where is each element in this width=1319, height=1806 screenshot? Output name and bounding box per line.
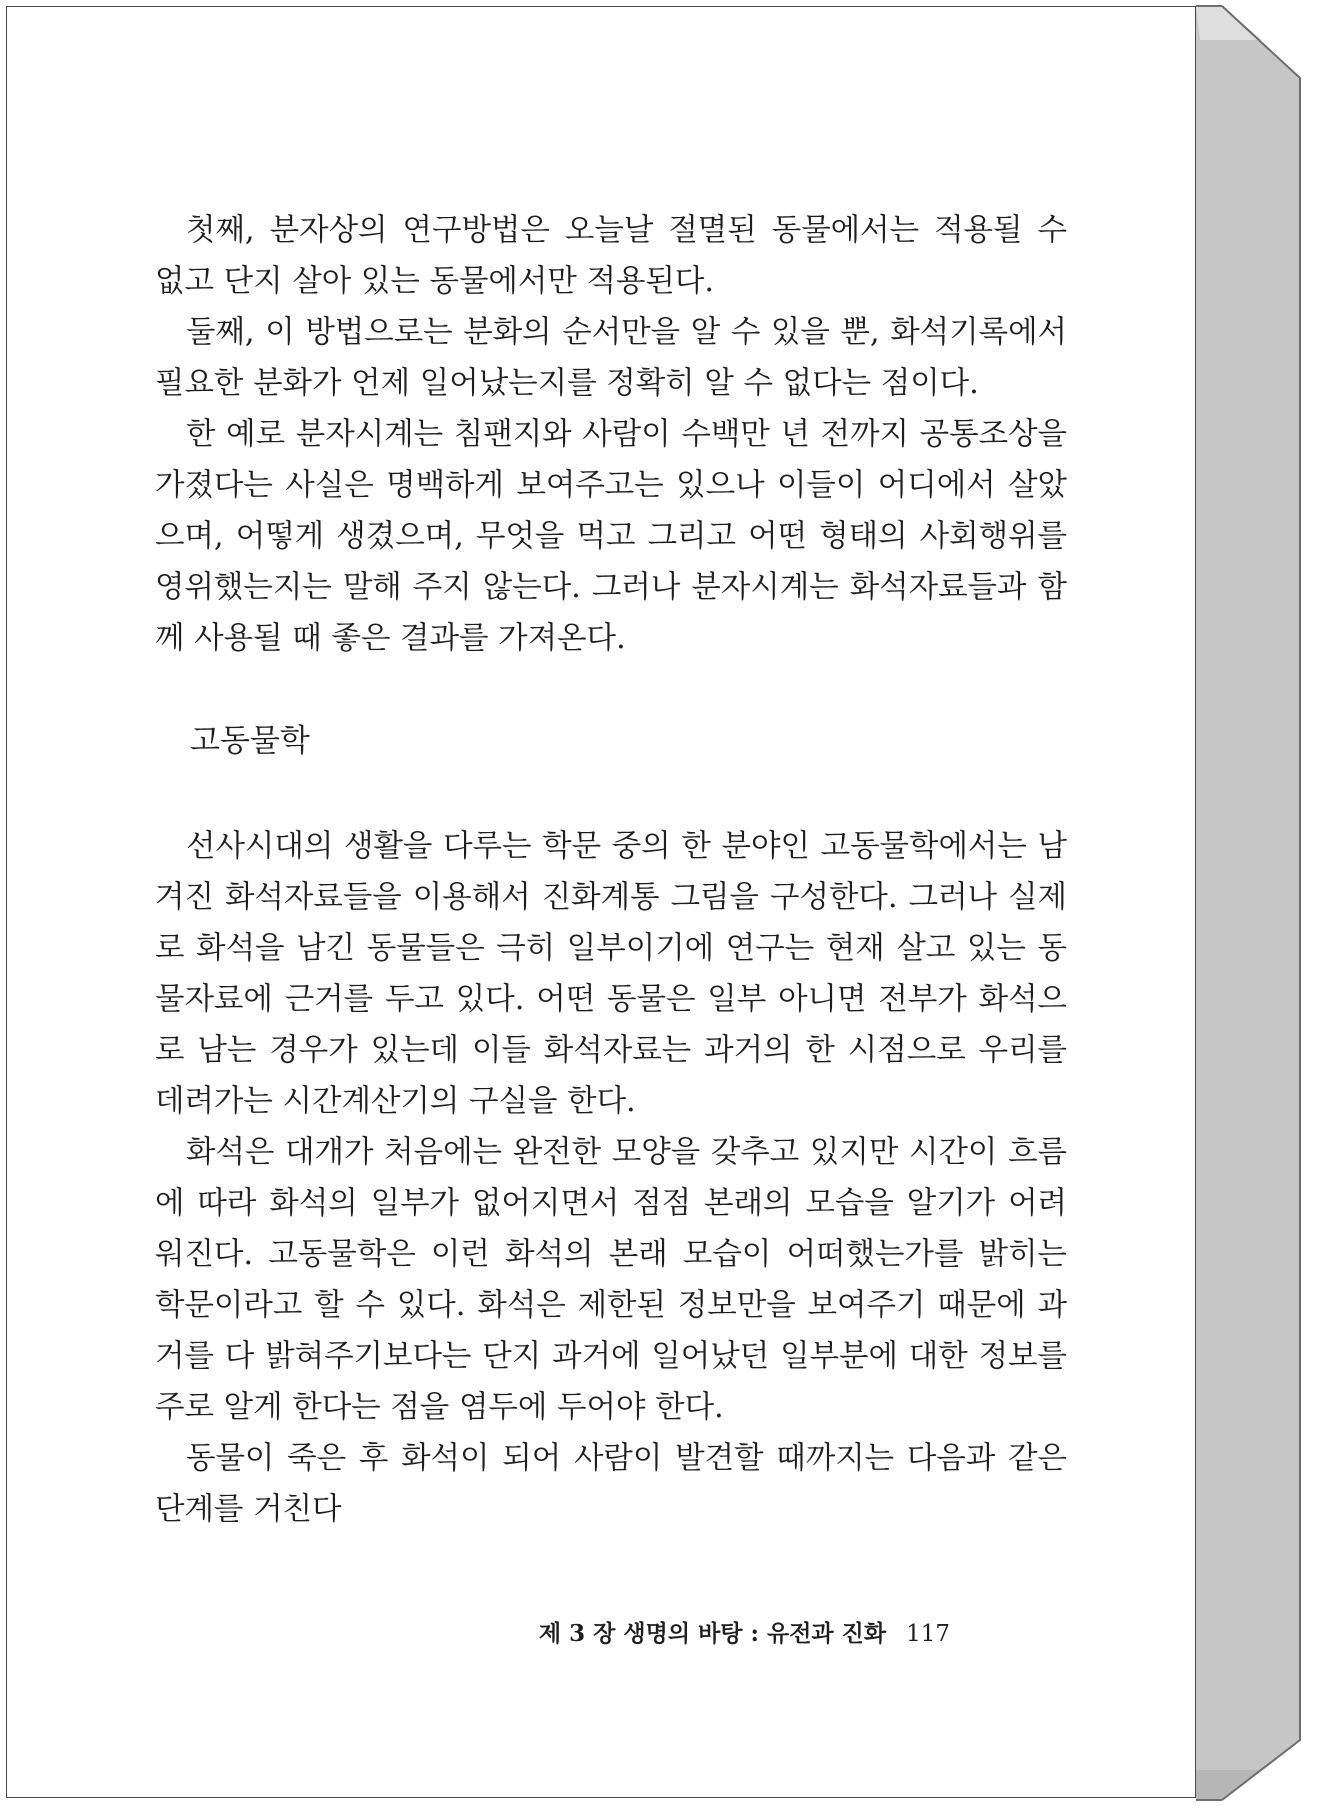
section-heading: 고동물학 — [190, 723, 310, 759]
paragraph: 첫째, 분자상의 연구방법은 오늘날 절멸된 동물에서는 적용될 수 없고 단지 살아 있는 동물에서만 적용된다. — [155, 213, 1067, 299]
book-page — [6, 6, 1196, 1798]
page-number: 117 — [906, 1621, 950, 1647]
running-footer-chapter: 제 3 장 생명의 바탕 : 유전과 진화 — [538, 1620, 887, 1647]
page-body — [155, 205, 1067, 1535]
paragraph: 한 예로 분자시계는 침팬지와 사람이 수백만 년 전까지 공통조상을 가졌다는 사실은 명백하게 보여주고는 있으나 이들이 어디에서 살았으며, 어떻게 생겼으며, 무엇을 먹고 그리고 어떤 형태의 사회행위를 영위했는지는 말해 주지 않는다. 그러나 분자시계는 화석자료들과 함께 사용될 때 좋은 결과를 가져온다. — [155, 417, 1067, 656]
paragraph: 선사시대의 생활을 다루는 학문 중의 한 분야인 고동물학에서는 남겨진 화석자료들을 이용해서 진화계통 그림을 구성한다. 그러나 실제로 화석을 남긴 동물들은 극히 일부이기에 연구는 현재 살고 있는 동물자료에 근거를 두고 있다. 어떤 동물은 일부 아니면 전부가 화석으로 남는 경우가 있는데 이들 화석자료는 과거의 한 시점으로 우리를 데려가는 시간계산기의 구실을 한다. — [155, 829, 1067, 1119]
paragraph: 화석은 대개가 처음에는 완전한 모양을 갖추고 있지만 시간이 흐름에 따라 화석의 일부가 없어지면서 점점 본래의 모습을 알기가 어려워진다. 고동물학은 이런 화석의 본래 모습이 어떠했는가를 밝히는 학문이라고 할 수 있다. 화석은 제한된 정보만을 보여주기 때문에 과거를 다 밝혀주기보다는 단지 과거에 일어났던 일부분에 대한 정보를 주로 알게 한다는 점을 염두에 두어야 한다. — [155, 1135, 1067, 1425]
page-footer — [539, 1615, 950, 1648]
paragraph: 둘째, 이 방법으로는 분화의 순서만을 알 수 있을 뿐, 화석기록에서 필요한 분화가 언제 일어났는지를 정확히 알 수 없다는 점이다. — [155, 315, 1067, 401]
paragraph: 동물이 죽은 후 화석이 되어 사람이 발견할 때까지는 다음과 같은 단계를 거친다 — [155, 1441, 1067, 1527]
